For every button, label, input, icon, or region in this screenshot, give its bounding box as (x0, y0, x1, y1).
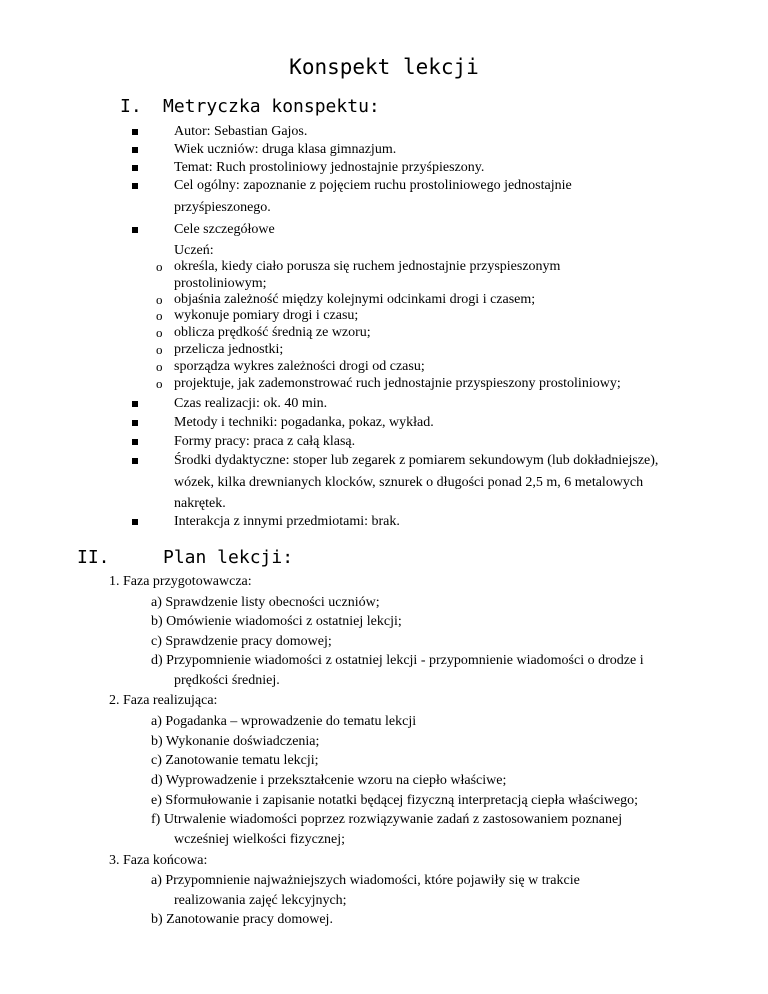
phase-1-item-cont: prędkości średniej. (174, 673, 280, 688)
bullet-icon (132, 439, 138, 445)
phase-1-item: b) Omówienie wiadomości z ostatniej lekcji; (151, 614, 402, 629)
phase-2-item: a) Pogadanka – wprowadzenie do tematu lekcji (151, 714, 417, 729)
phase-2-label: 2. Faza realizująca: (109, 693, 218, 708)
bullet-general-goal: Cel ogólny: zapoznanie z pojęciem ruchu prostoliniowego jednostajnie (174, 178, 572, 193)
bullet-teaching-aids-cont: nakrętek. (174, 496, 226, 511)
bullet-icon (132, 227, 138, 233)
phase-1-item: a) Sprawdzenie listy obecności uczniów; (151, 595, 380, 610)
phase-1-item: c) Sprawdzenie pracy domowej; (151, 634, 332, 649)
bullet-teaching-aids: Środki dydaktyczne: stoper lub zegarek z pomiarem sekundowym (lub dokładniejsze), (174, 453, 659, 468)
objective-item: oblicza prędkość średnią ze wzoru; (174, 325, 371, 340)
section-1-number: I. (120, 96, 142, 117)
bullet-icon (132, 165, 138, 171)
circle-bullet-icon: o (156, 376, 163, 391)
objective-item: sporządza wykres zależności drogi od czasu; (174, 359, 425, 374)
bullet-age: Wiek uczniów: druga klasa gimnazjum. (174, 142, 397, 157)
section-2-number: II. (77, 547, 110, 568)
objective-item: przelicza jednostki; (174, 342, 284, 357)
phase-1-item: d) Przypomnienie wiadomości z ostatniej lekcji - przypomnienie wiadomości o drodze i (151, 653, 644, 668)
phase-2-item: c) Zanotowanie tematu lekcji; (151, 753, 319, 768)
circle-bullet-icon: o (156, 342, 163, 357)
bullet-icon (132, 401, 138, 407)
phase-3-label: 3. Faza końcowa: (109, 853, 208, 868)
objective-item: projektuje, jak zademonstrować ruch jednostajnie przyspieszony prostoliniowy; (174, 376, 621, 391)
bullet-work-forms: Formy pracy: praca z całą klasą. (174, 434, 356, 449)
bullet-icon (132, 183, 138, 189)
section-1-heading: Metryczka konspektu: (163, 96, 380, 117)
bullet-teaching-aids-cont: wózek, kilka drewnianych klocków, sznurek o długości ponad 2,5 m, 6 metalowych (174, 475, 644, 490)
student-label: Uczeń: (174, 243, 214, 258)
bullet-duration: Czas realizacji: ok. 40 min. (174, 396, 328, 411)
bullet-icon (132, 458, 138, 464)
bullet-detailed-goals: Cele szczegółowe (174, 222, 275, 237)
section-2-heading: Plan lekcji: (163, 547, 294, 568)
circle-bullet-icon: o (156, 359, 163, 374)
page-title: Konspekt lekcji (289, 55, 479, 79)
phase-1-label: 1. Faza przygotowawcza: (109, 574, 252, 589)
phase-2-item: d) Wyprowadzenie i przekształcenie wzoru na ciepło właściwe; (151, 773, 507, 788)
objective-item: wykonuje pomiary drogi i czasu; (174, 308, 359, 323)
phase-3-item: b) Zanotowanie pracy domowej. (151, 912, 333, 927)
phase-2-item-cont: wcześniej wielkości fizycznej; (174, 832, 346, 847)
bullet-icon (132, 519, 138, 525)
bullet-general-goal-cont: przyśpieszonego. (174, 200, 271, 215)
phase-2-item: e) Sformułowanie i zapisanie notatki będącej fizyczną interpretacją ciepła właściwego; (151, 793, 639, 808)
phase-2-item: f) Utrwalenie wiadomości poprzez rozwiązywanie zadań z zastosowaniem poznanej (151, 812, 623, 827)
objective-item-cont: prostoliniowym; (174, 276, 267, 291)
bullet-interaction: Interakcja z innymi przedmiotami: brak. (174, 514, 400, 529)
phase-3-item: a) Przypomnienie najważniejszych wiadomości, które pojawiły się w trakcie (151, 873, 580, 888)
bullet-icon (132, 129, 138, 135)
bullet-author: Autor: Sebastian Gajos. (174, 124, 308, 139)
objective-item: objaśnia zależność między kolejnymi odcinkami drogi i czasem; (174, 292, 536, 307)
bullet-icon (132, 420, 138, 426)
circle-bullet-icon: o (156, 325, 163, 340)
bullet-icon (132, 147, 138, 153)
bullet-methods: Metody i techniki: pogadanka, pokaz, wykład. (174, 415, 434, 430)
objective-item: określa, kiedy ciało porusza się ruchem jednostajnie przyspieszonym (174, 259, 561, 274)
phase-2-item: b) Wykonanie doświadczenia; (151, 734, 320, 749)
bullet-topic: Temat: Ruch prostoliniowy jednostajnie przyśpieszony. (174, 160, 485, 175)
circle-bullet-icon: o (156, 308, 163, 323)
circle-bullet-icon: o (156, 259, 163, 274)
circle-bullet-icon: o (156, 292, 163, 307)
phase-3-item-cont: realizowania zajęć lekcyjnych; (174, 893, 347, 908)
